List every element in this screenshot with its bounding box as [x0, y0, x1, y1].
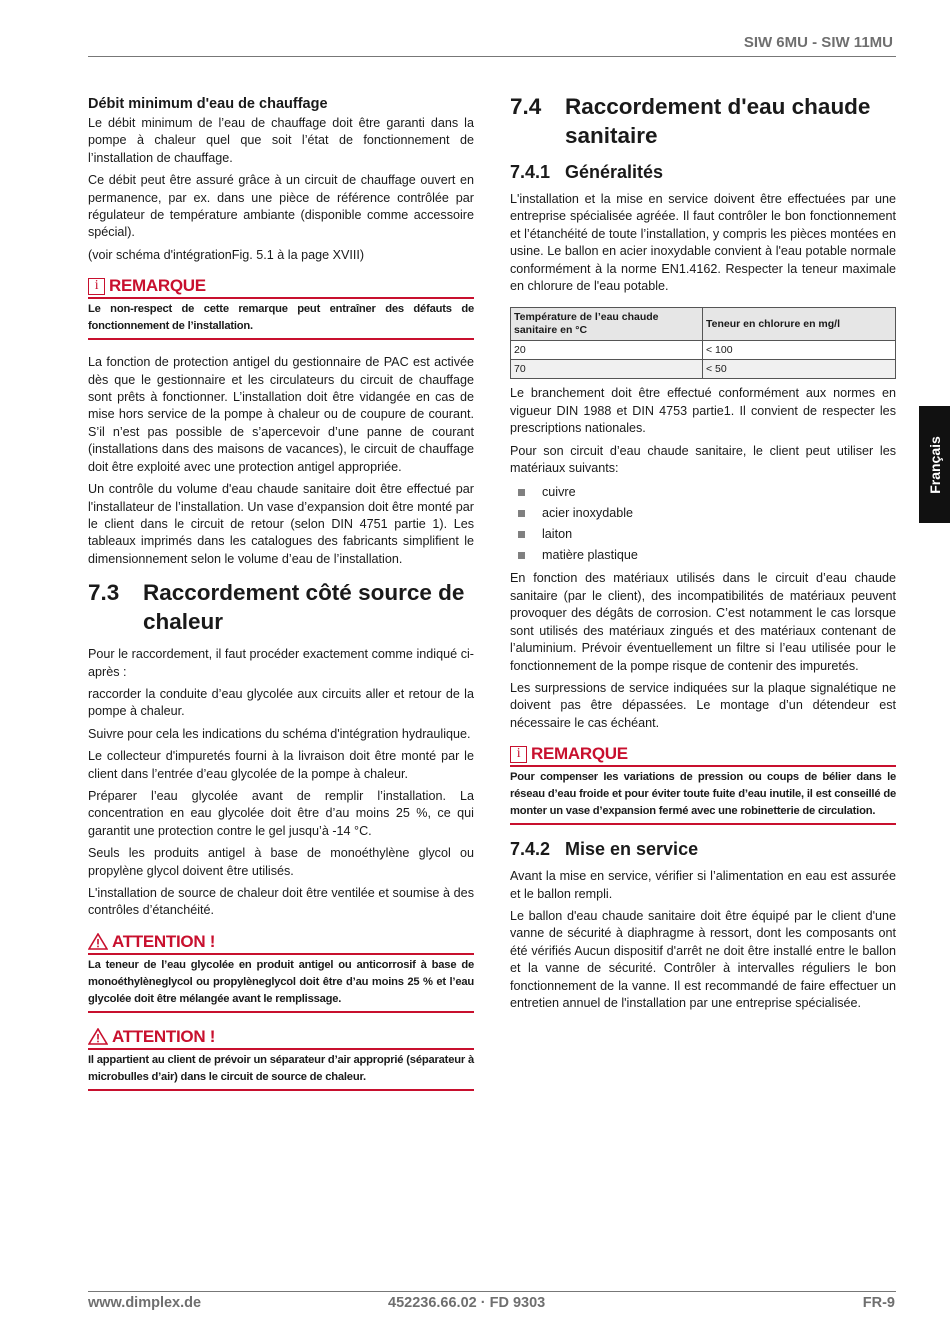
left-column [88, 92, 474, 1105]
paragraph: Avant la mise en service, vérifier si l’alimentation en eau est assurée et le ballon rempli. [510, 869, 896, 901]
paragraph: Le débit minimum de l’eau de chauffage doit être garanti dans la pompe à chaleur quel que soit l’état de fonctionnement de l’installation de chauffage. [88, 116, 474, 165]
right-column [510, 92, 896, 1017]
paragraph: La fonction de protection antigel du gestionnaire de PAC est activée dès que le gestionnaire et les circulateurs du circuit de chauffage sont prêts à fonctionner. L’installation doit être vidangée en cas de mise hors service de la pompe à chaleur ou de coupure de courant. S’il n’est pas possible de s’apercevoir d’une panne de courant (installations dans des maisons de vacances), le circuit de chauffage doit être exploité avec une protection antigel appropriée. [88, 355, 474, 474]
attention-body: La teneur de l’eau glycolée en produit antigel ou anticorrosif à base de monoéthylèneglycol ou propylèneglycol doit être d’au moins 25 % et l’eau glycolée doit être mélangée avant le remplissage. [88, 955, 474, 1013]
paragraph: Ce débit peut être assuré grâce à un circuit de chauffage ouvert en permanence, par ex. dans une pièce de référence contrôlée par régulateur de température ambiante (disponible comme accessoire spécial). [88, 173, 474, 240]
attention-notice [88, 1027, 474, 1091]
attention-title: ATTENTION ! [112, 931, 216, 951]
language-tab [919, 406, 950, 523]
subsection-heading-7-4-2 [510, 839, 896, 860]
attention-notice [88, 932, 474, 1013]
table-cell-chloride: < 50 [703, 360, 896, 379]
section-number: 7.3 [88, 580, 120, 606]
table-header-chloride: Teneur en chlorure en mg/l [703, 308, 896, 341]
subsection-title: Mise en service [565, 839, 699, 860]
paragraph: Le branchement doit être effectué conformément aux normes en vigueur DIN 1988 et DIN 4753 partie1. Il convient de respecter les prescriptions nationales. [510, 386, 896, 436]
remark-header [510, 744, 896, 767]
table-row [511, 360, 896, 379]
paragraph: Pour son circuit d’eau chaude sanitaire, le client peut utiliser les matériaux suivants: [510, 443, 896, 476]
subsection-number: 7.4.1 [510, 162, 551, 182]
remark-body: Pour compenser les variations de pression ou coups de bélier dans le réseau d’eau froide et pour éviter toute fuite d’eau inutile, il est conseillé de monter un vase d’expansion fermé avec une robinetterie de circulation. [510, 767, 896, 825]
list-item-label: laiton [542, 527, 573, 542]
table-header-temperature: Température de l’eau chaude sanitaire en °C [511, 308, 703, 341]
footer-page-number: FR-9 [862, 1295, 895, 1311]
subheading-debit: Débit minimum d'eau de chauffage [88, 96, 328, 112]
materials-list [510, 482, 896, 566]
subsection-title: Généralités [565, 162, 664, 182]
square-bullet-icon [518, 510, 525, 517]
paragraph: L'installation et la mise en service doivent être effectuées par une entreprise spécialisée agréée. Il faut contrôler le bon fonctionnement et l’étanchéité de toute l’installation, y compris les pièces montées en usine. Le ballon en acier inoxydable convient à l'eau potable normale conformément à la norme EN1.4162. Respecter la teneur maximale en chlorure de l'eau potable. [510, 192, 896, 294]
info-icon: i [510, 746, 527, 763]
list-item-label: matière plastique [542, 548, 638, 563]
subsection-number: 7.4.2 [510, 839, 551, 860]
square-bullet-icon [518, 489, 525, 496]
warning-triangle-icon [88, 1028, 108, 1045]
paragraph: Préparer l’eau glycolée avant de remplir l’installation. La concentration en eau glycolée doit être d’au moins 25 %, ce qui garantit une protection contre le gel jusqu’à -14 °C. [88, 788, 474, 838]
table-cell-temperature: 20 [511, 341, 703, 360]
warning-triangle-icon [88, 933, 108, 950]
square-bullet-icon [518, 552, 525, 559]
section-title: Raccordement d'eau chaude sanitaire [565, 94, 871, 148]
table-cell-temperature: 70 [511, 360, 703, 379]
section-heading-7-4 [510, 92, 896, 150]
chloride-table [510, 307, 896, 379]
list-item [510, 524, 896, 545]
paragraph: Le ballon d'eau chaude sanitaire doit être équipé par le client d'une vanne de sécurité à diaphragme à ressort, dont les composants ont été vérifiés Aucun dispositif d'arrêt ne doit être installé entre le ballon et la vanne de sécurité. Contrôler à intervalles réguliers le bon fonctionnement de la vanne. Il est recommandé de faire effectuer un entretien annuel de l'installation par une entreprise spécialisée. [510, 908, 896, 1010]
attention-body: Il appartient au client de prévoir un séparateur d’air approprié (séparateur à microbulles d’air) dans le circuit de source de chaleur. [88, 1050, 474, 1091]
table-cell-chloride: < 100 [703, 341, 896, 360]
subsection-heading-7-4-1 [510, 162, 896, 183]
remark-body: Le non-respect de cette remarque peut entraîner des défauts de fonctionnement de l’installation. [88, 299, 474, 340]
paragraph: Seuls les produits antigel à base de monoéthylène glycol ou propylène glycol doivent être utilisés. [88, 846, 474, 878]
paragraph: En fonction des matériaux utilisés dans le circuit d’eau chaude sanitaire (par le client), des incompatibilités de matériaux peuvent provoquer des dégâts de corrosion. C’est notamment le cas lorsque sont utilisés des matériaux zingués et des matériaux contenant de l’aluminium. Prévoir éventuellement un filtre si l’eau utilisée pour le fonctionnement de la pompe risque de contenir des impuretés. [510, 571, 896, 673]
section-title: Raccordement côté source de chaleur [143, 580, 465, 635]
list-item-label: cuivre [542, 485, 576, 500]
list-item [510, 545, 896, 566]
table-header-row [511, 308, 896, 341]
remark-notice [88, 276, 474, 340]
paragraph: Le collecteur d'impuretés fourni à la livraison doit être monté par le client dans l’entrée d’eau glycolée de la pompe à chaleur. [88, 749, 474, 781]
info-icon: i [88, 278, 105, 295]
section-heading-7-3 [88, 578, 474, 636]
table-row [511, 341, 896, 360]
remark-header [88, 276, 474, 299]
attention-header [88, 1027, 474, 1050]
attention-title: ATTENTION ! [112, 1026, 216, 1046]
remark-notice [510, 744, 896, 825]
paragraph: (voir schéma d'intégrationFig. 5.1 à la page XVIII) [88, 247, 365, 262]
section-number: 7.4 [510, 94, 542, 119]
paragraph: Un contrôle du volume d'eau chaude sanitaire doit être effectué par l'installateur de l’installation. Un vase d’expansion doit être monté par le client dans le circuit de retour (selon DIN 4751 partie 1). Les tableaux imprimés dans les catalogues des fabricants simplifient le dimensionnement selon le volume d’eau de l’installation. [88, 482, 474, 566]
remark-title: REMARQUE [109, 276, 206, 296]
attention-header [88, 932, 474, 955]
footer-divider [88, 1291, 896, 1292]
paragraph: Suivre pour cela les indications du schéma d'intégration hydraulique. [88, 726, 471, 741]
footer-website: www.dimplex.de [88, 1295, 202, 1311]
footer-document-number: 452236.66.02 · FD 9303 [388, 1295, 546, 1311]
paragraph: Pour le raccordement, il faut procéder exactement comme indiqué ci-après : [88, 647, 474, 679]
header-model: SIW 6MU - SIW 11MU [743, 34, 893, 51]
square-bullet-icon [518, 531, 525, 538]
paragraph: L'installation de source de chaleur doit être ventilée et soumise à des contrôles d’étanchéité. [88, 886, 474, 918]
list-item-label: acier inoxydable [542, 506, 634, 521]
paragraph: raccorder la conduite d’eau glycolée aux circuits aller et retour de la pompe à chaleur. [88, 686, 474, 719]
language-tab-label: Français [926, 435, 943, 494]
remark-title: REMARQUE [531, 744, 628, 764]
list-item [510, 503, 896, 524]
paragraph: Les surpressions de service indiquées sur la plaque signalétique ne doivent pas être dépassées. Le montage d’un détendeur est nécessaire le cas échéant. [510, 680, 896, 730]
header-divider [88, 56, 896, 57]
list-item [510, 482, 896, 503]
